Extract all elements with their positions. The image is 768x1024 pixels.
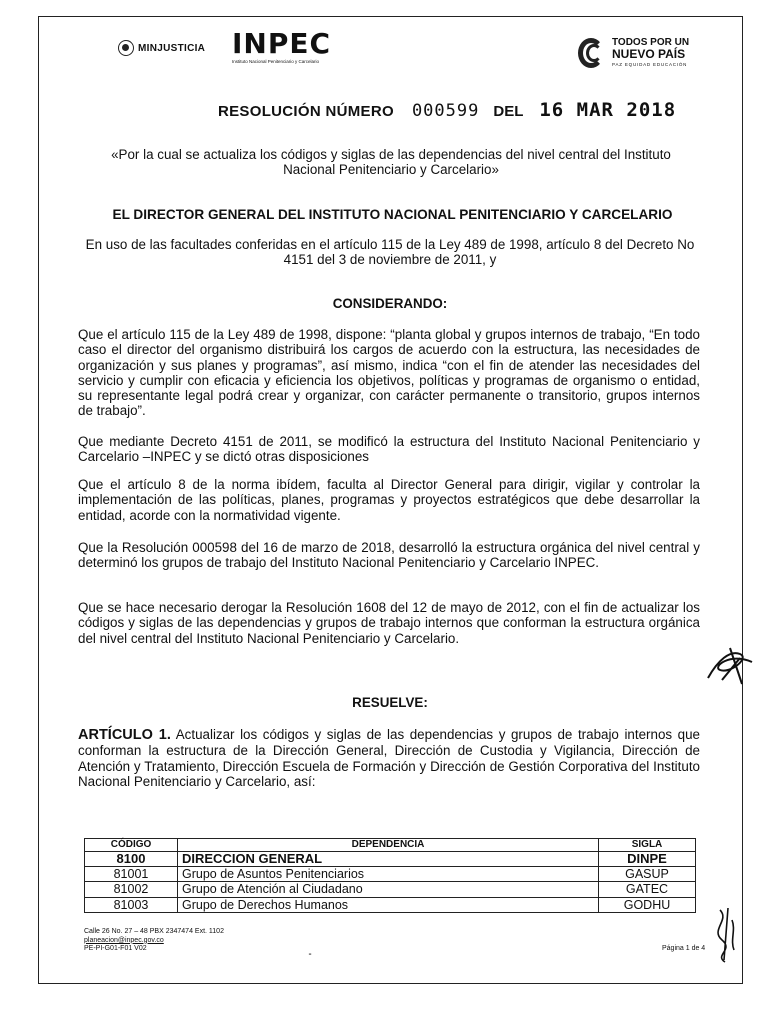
- cell-codigo: 81001: [85, 867, 178, 882]
- page-border-bottom: [38, 983, 743, 984]
- resolution-date: 16 MAR 2018: [539, 99, 677, 121]
- faculties-paragraph: En uso de las facultades conferidas en el artículo 115 de la Ley 489 de 1998, artículo 8 del Decreto No 4151 del 3 de noviembre de 2011, y: [85, 237, 695, 268]
- considerando-paragraph-1: Que el artículo 115 de la Ley 489 de 1998, dispone: “planta global y grupos internos de trabajo, “En todo caso el director del organismo distribuirá los cargos de acuerdo con la estructura, las necesidades de organización y sus planes y programas”, así mismo, indica “con el fin de atender las necesidades del servicio y cumplir con eficacia y eficiencia los objetivos, políticas y programas de organismo o entidad, su representante legal podrá crear y organizar, con carácter permanente o transitorio, grupos internos de trabajo”.: [78, 327, 700, 419]
- cell-dependencia: DIRECCION GENERAL: [178, 852, 599, 867]
- nuevo-pais-icon: [576, 32, 608, 72]
- resolution-title: [218, 99, 676, 121]
- considerando-paragraph-2: Que mediante Decreto 4151 de 2011, se modificó la estructura del Instituto Nacional Penitenciario y Carcelario –INPEC y se dictó otras disposiciones: [78, 434, 700, 465]
- handwritten-initials-icon: [700, 640, 760, 690]
- table-row: [85, 897, 696, 912]
- article-1-text: Actualizar los códigos y siglas de las dependencias y grupos de trabajo internos que conforman la estructura de la Dirección General, Dirección de Custodia y Vigilancia, Dirección de Atención y Tratamiento, Dirección Escuela de Formación y Dirección de Gestión Corporativa del Instituto Nacional Penitenciario y Carcelario, así:: [78, 727, 701, 789]
- considerando-paragraph-4: Que la Resolución 000598 del 16 de marzo de 2018, desarrolló la estructura orgánica del nivel central y determinó los grupos de trabajo del Instituto Nacional Penitenciario y Carcelario INPEC.: [78, 540, 700, 571]
- article-1-paragraph: [78, 727, 700, 789]
- cell-codigo: 81003: [85, 897, 178, 912]
- cell-dependencia: Grupo de Derechos Humanos: [178, 897, 599, 912]
- pais-line-3: PAZ EQUIDAD EDUCACIÓN: [612, 62, 688, 67]
- inpec-wordmark: INPEC: [232, 27, 332, 60]
- subject-paragraph: «Por la cual se actualiza los códigos y siglas de las dependencias del nivel central del Instituto Nacional Penitenciario y Carcelario»: [111, 147, 671, 178]
- cell-dependencia: Grupo de Atención al Ciudadano: [178, 882, 599, 897]
- dependencies-table: [84, 838, 696, 913]
- footer-address: Calle 26 No. 27 – 48 PBX 2347474 Ext. 1102: [84, 928, 224, 935]
- page-border-top: [38, 16, 743, 17]
- cell-sigla: GATEC: [599, 882, 696, 897]
- nuevo-pais-logo: [576, 32, 689, 72]
- handwritten-signature-icon: [700, 900, 750, 970]
- cell-codigo: 81002: [85, 882, 178, 897]
- resolution-number: 000599: [411, 101, 480, 121]
- coat-of-arms-icon: [118, 40, 134, 56]
- cell-sigla: GASUP: [599, 867, 696, 882]
- page-number: Página 1 de 4: [662, 945, 706, 952]
- scan-mark: ⁃: [308, 950, 312, 959]
- cell-sigla: GODHU: [599, 897, 696, 912]
- pais-line-1: TODOS POR UN: [612, 37, 690, 48]
- cell-sigla: DINPE: [599, 852, 696, 867]
- inpec-logo: [232, 27, 332, 64]
- header-sigla: SIGLA: [599, 839, 696, 852]
- table-header-row: [85, 839, 696, 852]
- resuelve-heading: RESUELVE:: [352, 695, 428, 710]
- table-row: [85, 852, 696, 867]
- header-codigo: CÓDIGO: [85, 839, 178, 852]
- considerando-heading: CONSIDERANDO:: [332, 296, 448, 311]
- inpec-subtitle: Instituto Nacional Penitenciario y Carcelario: [232, 59, 320, 64]
- minjusticia-text: MINJUSTICIA: [138, 42, 206, 54]
- table-row: [85, 867, 696, 882]
- page-border-right: [742, 16, 743, 984]
- header-dependencia: DEPENDENCIA: [178, 839, 599, 852]
- page-footer: [84, 928, 224, 954]
- footer-code: PE-PI-G01-F01 V02: [84, 945, 147, 952]
- page-border-left: [38, 16, 39, 984]
- director-heading: EL DIRECTOR GENERAL DEL INSTITUTO NACIONAL PENITENCIARIO Y CARCELARIO: [112, 207, 673, 222]
- footer-email: planeacion@inpec.gov.co: [84, 936, 164, 944]
- considerando-paragraph-3: Que el artículo 8 de la norma ibídem, faculta al Director General para dirigir, vigilar y controlar la implementación de las políticas, planes, programas y proyectos estratégicos que debe desarrollar la entidad, acorde con la normatividad vigente.: [78, 477, 700, 523]
- considerando-paragraph-5: Que se hace necesario derogar la Resolución 1608 del 12 de mayo de 2012, con el fin de actualizar los códigos y siglas de las dependencias y grupos de trabajo internos que conforman la estructura orgánica del nivel central del Instituto Nacional Penitenciario y Carcelario.: [78, 600, 700, 646]
- resolution-label: RESOLUCIÓN NÚMERO: [218, 103, 394, 120]
- resolution-del: DEL: [493, 103, 524, 120]
- article-1-label: ARTÍCULO 1.: [78, 727, 171, 743]
- table-row: [85, 882, 696, 897]
- cell-codigo: 8100: [85, 852, 178, 867]
- pais-line-2: NUEVO PAÍS: [612, 47, 686, 61]
- minjusticia-logo: [118, 40, 205, 56]
- cell-dependencia: Grupo de Asuntos Penitenciarios: [178, 867, 599, 882]
